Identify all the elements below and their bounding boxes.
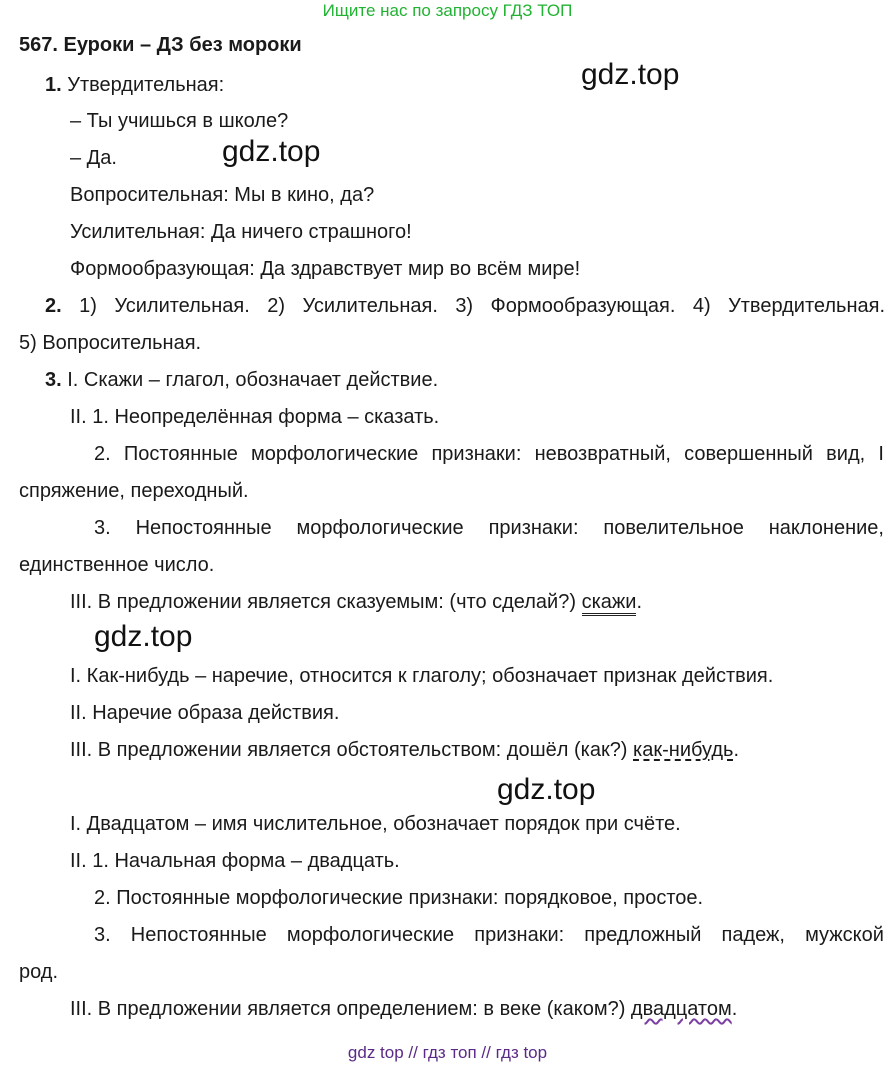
- answer-text: единственное число.: [19, 554, 215, 576]
- section-number: 3.: [45, 369, 62, 391]
- answer-text: Вопросительная: Мы в кино, да?: [70, 184, 375, 206]
- answer-text: I. Двадцатом – имя числительное, обозначает порядок при счёте.: [70, 813, 681, 835]
- answer-text: Усилительная: Да ничего страшного!: [70, 221, 412, 243]
- answer-text: II. 1. Неопределённая форма – сказать.: [70, 406, 440, 428]
- answer-text: I. Как-нибудь – наречие, относится к глаголу; обозначает признак действия.: [70, 665, 774, 687]
- search-banner[interactable]: Ищите нас по запросу ГДЗ ТОП: [322, 1, 573, 20]
- word: вид,: [826, 443, 866, 465]
- word: мужской: [805, 924, 884, 946]
- word: наклонение,: [768, 517, 884, 539]
- watermark: gdz.top: [94, 620, 193, 653]
- word: морфологические: [296, 517, 464, 539]
- answer-text: III. В предложении является обстоятельством: дошёл (как?): [70, 739, 628, 761]
- justified-line: [94, 442, 884, 466]
- page-title: 567. Еуроки – ДЗ без мороки: [19, 34, 302, 56]
- word: морфологические: [286, 924, 455, 946]
- word: совершенный: [684, 443, 813, 465]
- word: 3.: [94, 924, 111, 946]
- word: Усилительная.: [114, 295, 250, 317]
- word: 2.: [94, 443, 111, 465]
- section-3-line-1: [45, 368, 438, 392]
- word: 4): [692, 295, 711, 317]
- word: Непостоянные: [130, 924, 267, 946]
- section-1-line-1: [45, 73, 224, 97]
- answer-text: род.: [19, 961, 59, 983]
- answer-text: – Да.: [70, 147, 117, 169]
- watermark: gdz.top: [222, 135, 321, 168]
- answer-text: Утвердительная:: [67, 74, 225, 96]
- word: Постоянные: [123, 443, 238, 465]
- word: невозвратный,: [534, 443, 671, 465]
- word: признаки:: [488, 517, 579, 539]
- answer-text: спряжение, переходный.: [19, 480, 249, 502]
- footer-links[interactable]: gdz top // гдз топ // гдз top: [347, 1043, 548, 1062]
- predicate-underlined: скажи: [582, 591, 637, 616]
- answer-text: III. В предложении является сказуемым: (что сделай?): [70, 591, 576, 613]
- punctuation: .: [636, 591, 642, 613]
- watermark: gdz.top: [497, 773, 596, 806]
- word: повелительное: [603, 517, 744, 539]
- word: 1): [79, 295, 97, 317]
- word: предложный: [584, 924, 702, 946]
- word: Усилительная.: [302, 295, 438, 317]
- word: признаки:: [474, 924, 565, 946]
- word: морфологические: [251, 443, 419, 465]
- punctuation: .: [733, 739, 739, 761]
- answer-text: II. Наречие образа действия.: [70, 702, 340, 724]
- watermark: gdz.top: [581, 58, 680, 91]
- word: Формообразующая.: [490, 295, 676, 317]
- word: I: [878, 443, 884, 465]
- answer-text: 2. Постоянные морфологические признаки: порядковое, простое.: [94, 887, 704, 909]
- answer-line: [70, 997, 737, 1021]
- word: 3): [455, 295, 474, 317]
- word: падеж,: [721, 924, 785, 946]
- word: Утвердительная.: [728, 295, 885, 317]
- word: признаки:: [431, 443, 522, 465]
- justified-line: [94, 516, 884, 540]
- section-number: 1.: [45, 74, 62, 96]
- punctuation: .: [731, 998, 738, 1020]
- answer-text: – Ты учишься в школе?: [70, 110, 289, 132]
- adverbial-underlined: как-нибудь: [633, 739, 734, 761]
- section-2-line-1: [45, 294, 885, 318]
- answer-text: Формообразующая: Да здравствует мир во всём мире!: [70, 258, 581, 280]
- section-number: 2.: [45, 295, 62, 317]
- word: 3.: [94, 517, 111, 539]
- answer-text: II. 1. Начальная форма – двадцать.: [70, 850, 400, 872]
- attribute-underlined: двадцатом: [630, 998, 732, 1020]
- answer-text: 5) Вопросительная.: [19, 332, 202, 354]
- answer-text: I. Скажи – глагол, обозначает действие.: [67, 369, 439, 391]
- answer-text: III. В предложении является определением: в веке (каком?): [70, 998, 626, 1020]
- answer-line: [70, 738, 739, 762]
- answer-line: [70, 590, 642, 614]
- justified-line: [94, 923, 884, 947]
- word: 2): [267, 295, 286, 317]
- word: Непостоянные: [135, 517, 272, 539]
